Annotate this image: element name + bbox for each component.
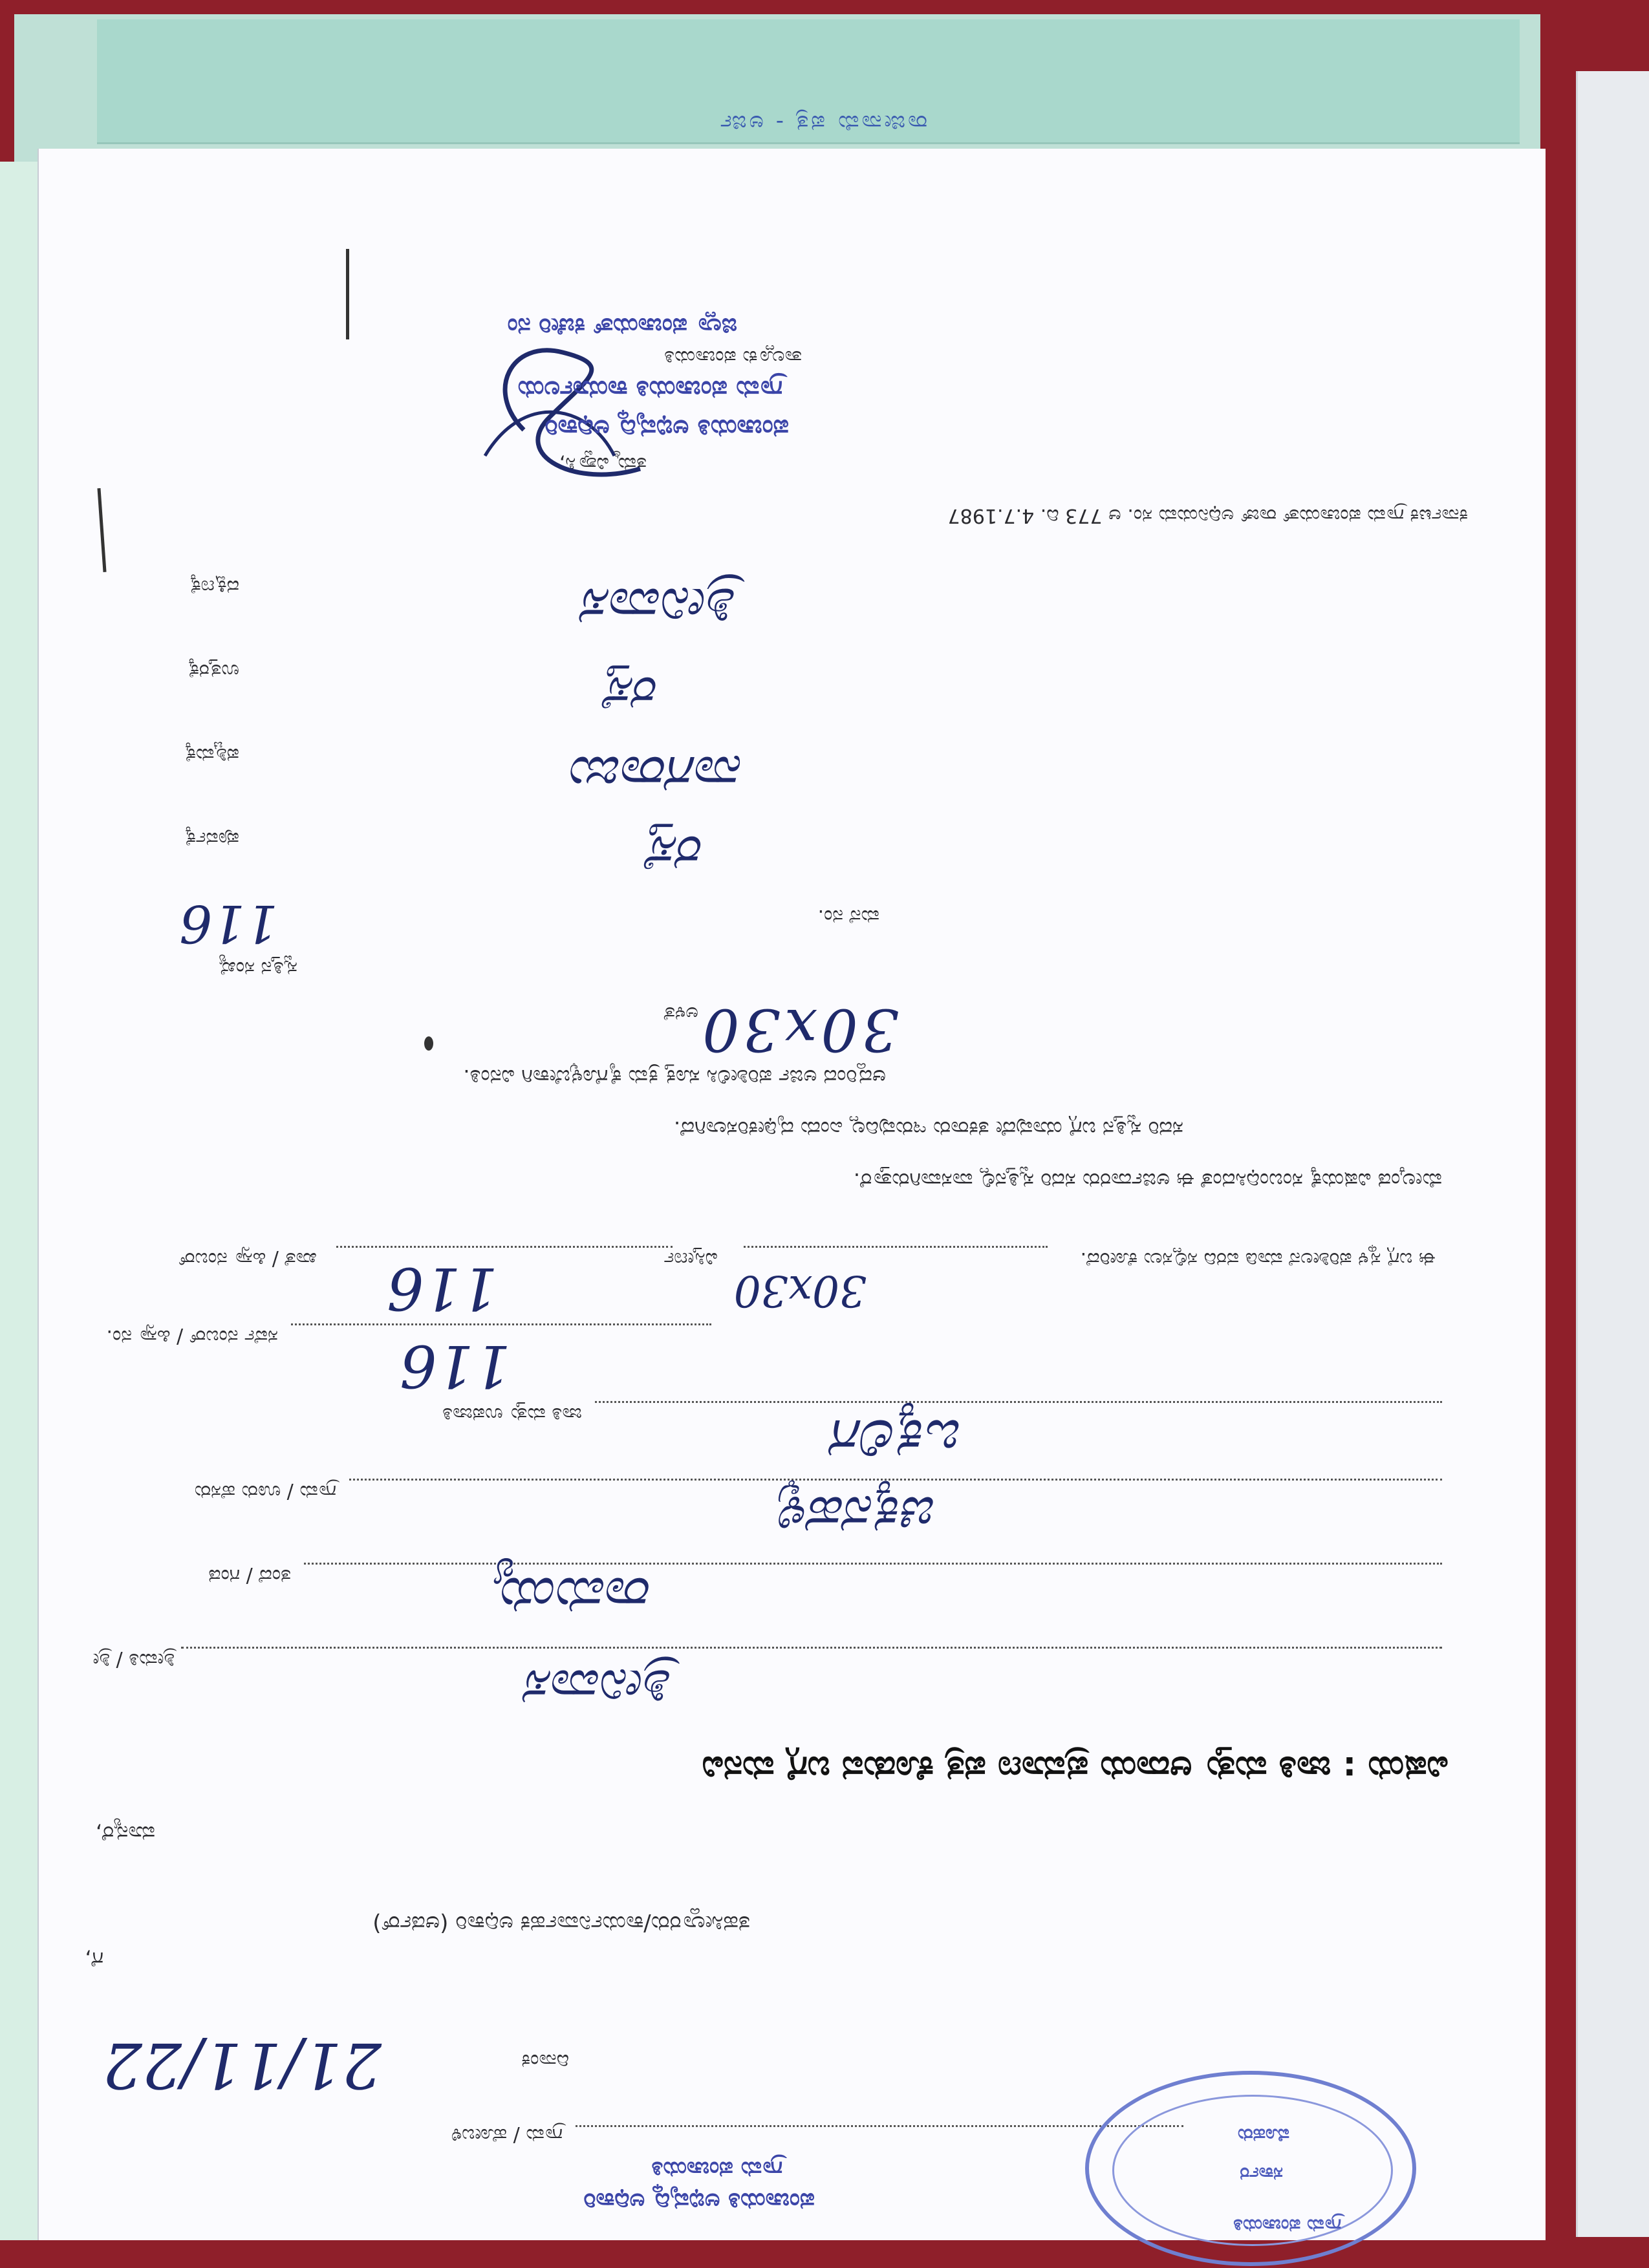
- value-khata: 116: [387, 1254, 498, 1322]
- south-label: ದಕ್ಷಿಣಕ್ಕೆ: [189, 575, 239, 598]
- dots-survey: [291, 1323, 711, 1325]
- east-label: ಪೂರ್ವಕ್ಕೆ: [184, 828, 239, 850]
- south-value: ಶ್ರೀನಿವಾಸ: [584, 577, 737, 637]
- stamp-top-line2: ಗ್ರಾಮ ಪಂಚಾಯತಿ: [651, 2156, 782, 2182]
- value-extent: 30x30: [733, 1266, 867, 1316]
- margin-mark-2: [97, 488, 106, 572]
- addressee-office: ತಹಸೀಲ್ದಾರರು/ಕಾರ್ಯನಿರ್ವಾಹಕ ಅಧಿಕಾರಿ (ಆರ್ಡರ್): [372, 1910, 750, 1936]
- body-line-3: ಆದ್ದರಿಂದ ಅರ್ಜಿ ಪರಿಶೀಲಿಸಿ ಸೂಕ್ತ ಕ್ರಮ ಕೈಗೊಳ್ಳಬೇಕಾಗಿ ವಿನಂತಿ.: [463, 1065, 886, 1089]
- stamp-dotted-line: [576, 2125, 1183, 2127]
- green-tab-text: ರಾಜೀನಾಮೆ ಪತ್ರ - ಅರ್ಜಿ: [718, 110, 928, 136]
- dots-name: [181, 1647, 1442, 1649]
- sign-label: ತಮ್ಮ ವಿಶ್ವಾಸಿ,: [559, 453, 647, 475]
- seal-inner-bottom: ಮೊಹರು: [1237, 2124, 1289, 2146]
- north-label: ಉತ್ತರಕ್ಕೆ: [188, 659, 239, 682]
- addressee-to: ಗೆ,: [85, 1947, 103, 1972]
- value-survey: 116: [400, 1332, 511, 1400]
- body-line-1: ಮೇಲ್ಕಂಡ ವಿಷಯಕ್ಕೆ ಸಂಬಂಧಿಸಿದಂತೆ ಈ ಅರ್ಜಿದಾರರು ಸದರಿ ಸ್ವತ್ತಿನಲ್ಲಿ ವಾಸವಾಗಿರುತ್ತಾರೆ.: [853, 1168, 1442, 1193]
- date-label: ದಿನಾಂಕ: [521, 2049, 569, 2072]
- label-extent: ವಿಸ್ತೀರ್ಣ: [663, 1248, 718, 1270]
- document-sheet: [39, 149, 1546, 2240]
- measure-value: 30x30: [698, 996, 899, 1064]
- label-name: ಶ್ರೀಮತಿ / ಶ್ರೀ: [92, 1649, 175, 1671]
- north-value: ರಸ್ತೆ: [604, 667, 660, 721]
- act-line: ಕರ್ನಾಟಕ ಗ್ರಾಮ ಪಂಚಾಯತ್ ರಾಜ್ ಅಧಿನಿಯಮ ಸಂ. ಆ 773 ದಿ. 4.7.1987: [947, 504, 1468, 527]
- subject-line: ವಿಷಯ : ಜಾತಿ ಮತ್ತು ಆದಾಯ ಪ್ರಮಾಣ ಪತ್ರ ಕೊಡುವ ಬಗ್ಗೆ ಮನವಿ: [702, 1749, 1449, 1788]
- plot-label: ಸ್ವತ್ತಿನ ಸಂಖ್ಯೆ: [218, 957, 297, 979]
- label-village: ಗ್ರಾಮ / ಊರು ಹೆಸರು: [194, 1481, 336, 1503]
- label-khata: ಖಾತೆ / ಹಿಸ್ಸಾ ನಂಬರ್: [178, 1248, 317, 1270]
- officer-stamp-line4: ಜಿಲ್ಲಾ ಪಂಚಾಯತ್ ಕಚೇರಿ ನಂ: [507, 313, 737, 339]
- stamp-top-line3: ಗ್ರಾಮ / ಹೋಬಳಿ: [451, 2124, 563, 2146]
- officer-stamp-line2: ಗ್ರಾಮ ಪಂಚಾಯತಿ ಕಾರ್ಯಾಲಯ: [517, 376, 782, 404]
- margin-mark-1: [346, 249, 349, 339]
- dots-khata: [336, 1246, 673, 1248]
- west-label: ಪಶ್ಚಿಮಕ್ಕೆ: [184, 744, 239, 766]
- officer-stamp-line3: ತಾಲ್ಲೂಕು ಪಂಚಾಯತಿ: [664, 346, 802, 369]
- addressee-salutation: ಮಾನ್ಯರೆ,: [95, 1821, 155, 1846]
- right-paper-edge: [1576, 71, 1649, 2237]
- east-value: ರಸ್ತೆ: [646, 825, 705, 883]
- seal-outer-text: ಗ್ರಾಮ ಪಂಚಾಯತಿ: [1233, 2215, 1341, 2236]
- house-no-label: ಮನೆ ನಂ.: [817, 905, 879, 928]
- seal-inner-top: ಸರ್ಕಾರ: [1240, 2163, 1283, 2185]
- date-value: 21/11/22: [102, 2029, 382, 2101]
- ink-dot: [424, 1036, 433, 1051]
- plot-value: 116: [179, 893, 278, 954]
- officer-stamp-line1: ಪಂಚಾಯತಿ ಅಭಿವೃದ್ಧಿ ಅಧಿಕಾರಿ: [544, 414, 789, 443]
- stamp-top-line1: ಪಂಚಾಯತಿ ಅಭಿವೃದ್ಧಿ ಅಧಿಕಾರಿ: [583, 2188, 815, 2214]
- west-value: ನಾಗರಾಜು: [572, 745, 744, 805]
- dots-father: [304, 1563, 1442, 1565]
- measure-label: ಅಳತೆ: [663, 1002, 698, 1025]
- round-seal: [1085, 2071, 1416, 2266]
- value-name: ಶ್ರೀನಿವಾಸ: [526, 1659, 673, 1717]
- value-caste: ಒಕ್ಕಲಿಗ: [833, 1407, 964, 1471]
- value-father: ರಾಮಯ್ಯ: [495, 1566, 653, 1626]
- value-village: ಚಿಕ್ಕನಹಳ್ಳಿ: [779, 1485, 938, 1545]
- label-survey: ಸರ್ವೆ ನಂಬರ್ / ಹಿಸ್ಸಾ ನಂ.: [106, 1325, 278, 1348]
- dots-extent: [744, 1246, 1048, 1248]
- dots-village: [349, 1479, 1442, 1481]
- upside-down-content: [39, 149, 1546, 2240]
- dots-caste: [595, 1401, 1442, 1403]
- label-father: ತಂದೆ / ಗಂಡ: [208, 1565, 291, 1587]
- label-caste: ಜಾತಿ ಮತ್ತು ಉಪಜಾತಿ: [442, 1403, 582, 1426]
- green-tab-paper: [97, 19, 1520, 144]
- form-note: ಈ ಬಗ್ಗೆ ಸ್ಥಳ ಪರಿಶೀಲನೆ ಮಾಡಿ ವರದಿ ಸಲ್ಲಿಸಲು ಕೋರಿದೆ.: [1080, 1248, 1436, 1270]
- body-line-2: ಸದರಿ ಸ್ವತ್ತಿನ ಬಗ್ಗೆ ಯಾವುದೇ ತಕರಾರು ಇರುವುದಿಲ್ಲ ಎಂದು ದೃಢೀಕರಿಸಲಾಗಿದೆ.: [673, 1117, 1183, 1141]
